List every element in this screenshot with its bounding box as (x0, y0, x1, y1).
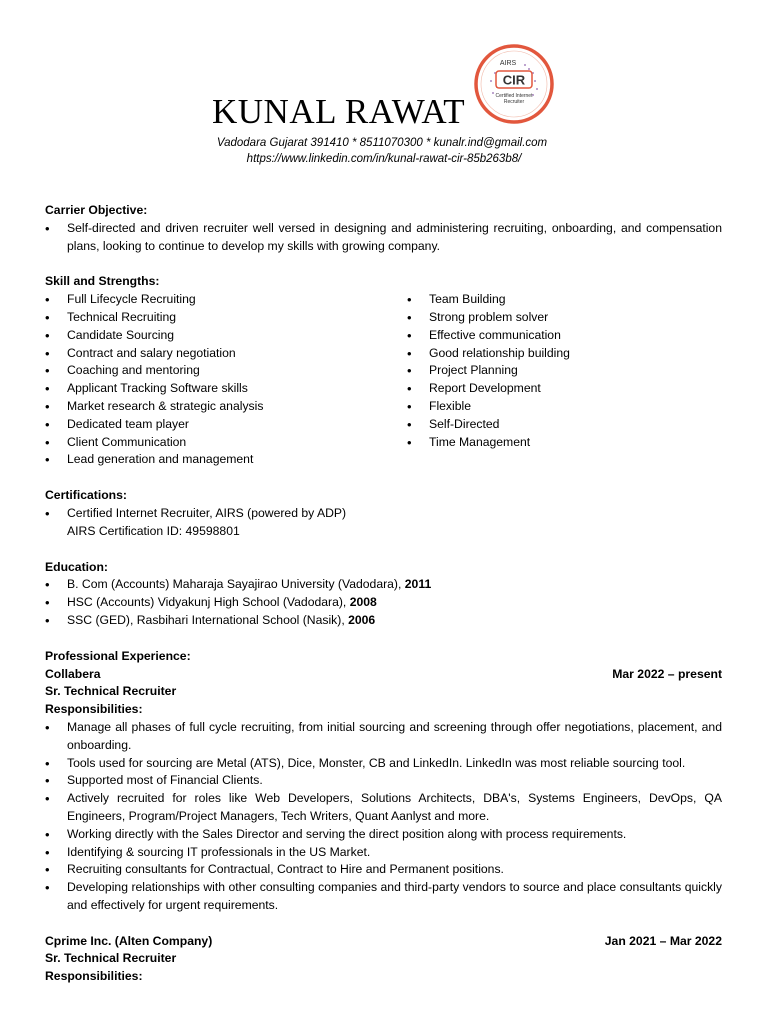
skills-columns (45, 291, 722, 469)
job-header (45, 666, 722, 684)
skill-item: • Technical Recruiting (45, 309, 407, 327)
responsibility-item: • Working directly with the Sales Director and serving the direct position along with process requirements. (45, 826, 722, 844)
education-heading: Education: (45, 559, 108, 574)
skills-heading: Skill and Strengths: (45, 274, 160, 289)
job-title: Sr. Technical Recruiter (45, 684, 177, 699)
responsibility-item: • Actively recruited for roles like Web Developers, Solutions Architects, DBA's, Systems Engineers, DevOps, QA Engineers, Program/Project Managers, Tech Writers, Quant Aanlyst and more. (45, 790, 722, 826)
experience-heading: Professional Experience: (45, 648, 191, 663)
company-name: Cprime Inc. (Alten Company) (45, 933, 213, 948)
education-year: 2006 (348, 612, 376, 627)
skill-item: • Effective communication (407, 327, 722, 345)
objective-heading: Carrier Objective: (45, 203, 148, 217)
skill-item: • Applicant Tracking Software skills (45, 380, 407, 398)
contact-details: Vadodara Gujarat 391410 * 8511070300 * kunalr.ind@gmail.com (216, 137, 548, 149)
job-dates: Mar 2022 – present (612, 666, 722, 681)
certification-name: • Certified Internet Recruiter, AIRS (powered by ADP) (67, 505, 347, 520)
responsibility-item: • Recruiting consultants for Contractual, Contract to Hire and Permanent positions. (45, 861, 722, 879)
education-list (45, 576, 722, 629)
objective-list (45, 220, 722, 256)
skill-item: • Dedicated team player (45, 416, 407, 434)
skill-item: • Flexible (407, 398, 722, 416)
responsibilities-label: Responsibilities: (45, 969, 143, 984)
job-title: Sr. Technical Recruiter (45, 951, 177, 966)
skill-item: • Good relationship building (407, 345, 722, 363)
skill-item: • Self-Directed (407, 416, 722, 434)
badge-bottom-text: Certified Internet (495, 93, 533, 99)
education-item: • SSC (GED), Rasbihari International School (Nasik), 2006 (45, 612, 722, 630)
company-name: Collabera (45, 666, 101, 681)
skills-left-list (45, 291, 407, 469)
responsibility-item: • Identifying & sourcing IT professionals in the US Market. (45, 844, 722, 862)
job-dates: Jan 2021 – Mar 2022 (604, 933, 722, 948)
responsibility-item: • Manage all phases of full cycle recruiting, from initial sourcing and screening through offer negotiations, placement, and onboarding. (45, 719, 722, 755)
responsibilities-label: Responsibilities: (45, 702, 143, 717)
skill-item: • Coaching and mentoring (45, 362, 407, 380)
airs-cir-badge-icon (474, 44, 554, 124)
linkedin-url: https://www.linkedin.com/in/kunal-rawat-cir-85b263b8/ (246, 153, 522, 165)
candidate-name: KUNAL RAWAT (212, 92, 466, 131)
certifications-heading: Certifications: (45, 488, 127, 503)
certification-item (45, 505, 722, 541)
education-year: 2011 (404, 577, 432, 592)
job-header (45, 933, 722, 951)
responsibility-item: • Developing relationships with other consulting companies and third-party vendors to source and place consultants quickly and effectively for urgent requirements. (45, 879, 722, 915)
resume-header (0, 0, 768, 200)
skill-item: • Full Lifecycle Recruiting (45, 291, 407, 309)
certifications-list (45, 505, 722, 541)
responsibility-item: • Supported most of Financial Clients. (45, 772, 722, 790)
badge-main-text: CIR (502, 72, 526, 88)
skill-item: • Report Development (407, 380, 722, 398)
skill-item: • Project Planning (407, 362, 722, 380)
education-item: • HSC (Accounts) Vidyakunj High School (Vadodara), 2008 (45, 594, 722, 612)
objective-text: • Self-directed and driven recruiter well versed in designing and administering recruiting, onboarding, and compensation plans, looking to continue to develop my skills with growing company. (45, 220, 722, 256)
responsibility-item: • Tools used for sourcing are Metal (ATS), Dice, Monster, CB and LinkedIn. LinkedIn was most reliable sourcing tool. (45, 755, 722, 773)
education-year: 2008 (349, 595, 377, 610)
skill-item: • Team Building (407, 291, 722, 309)
skill-item: • Market research & strategic analysis (45, 398, 407, 416)
responsibilities-list (45, 719, 722, 915)
resume-body (45, 202, 722, 986)
skill-item: • Client Communication (45, 434, 407, 452)
skill-item: • Candidate Sourcing (45, 327, 407, 345)
education-item: • B. Com (Accounts) Maharaja Sayajirao University (Vadodara), 2011 (45, 576, 722, 594)
skill-item: • Time Management (407, 434, 722, 452)
certification-id: AIRS Certification ID: 49598801 (67, 523, 240, 538)
badge-bottom-text-2: Recruiter (503, 99, 525, 105)
badge-top-text: AIRS (499, 60, 517, 67)
skill-item: • Contract and salary negotiation (45, 345, 407, 363)
skill-item: • Lead generation and management (45, 451, 407, 469)
skills-right-list (407, 291, 722, 469)
skill-item: • Strong problem solver (407, 309, 722, 327)
